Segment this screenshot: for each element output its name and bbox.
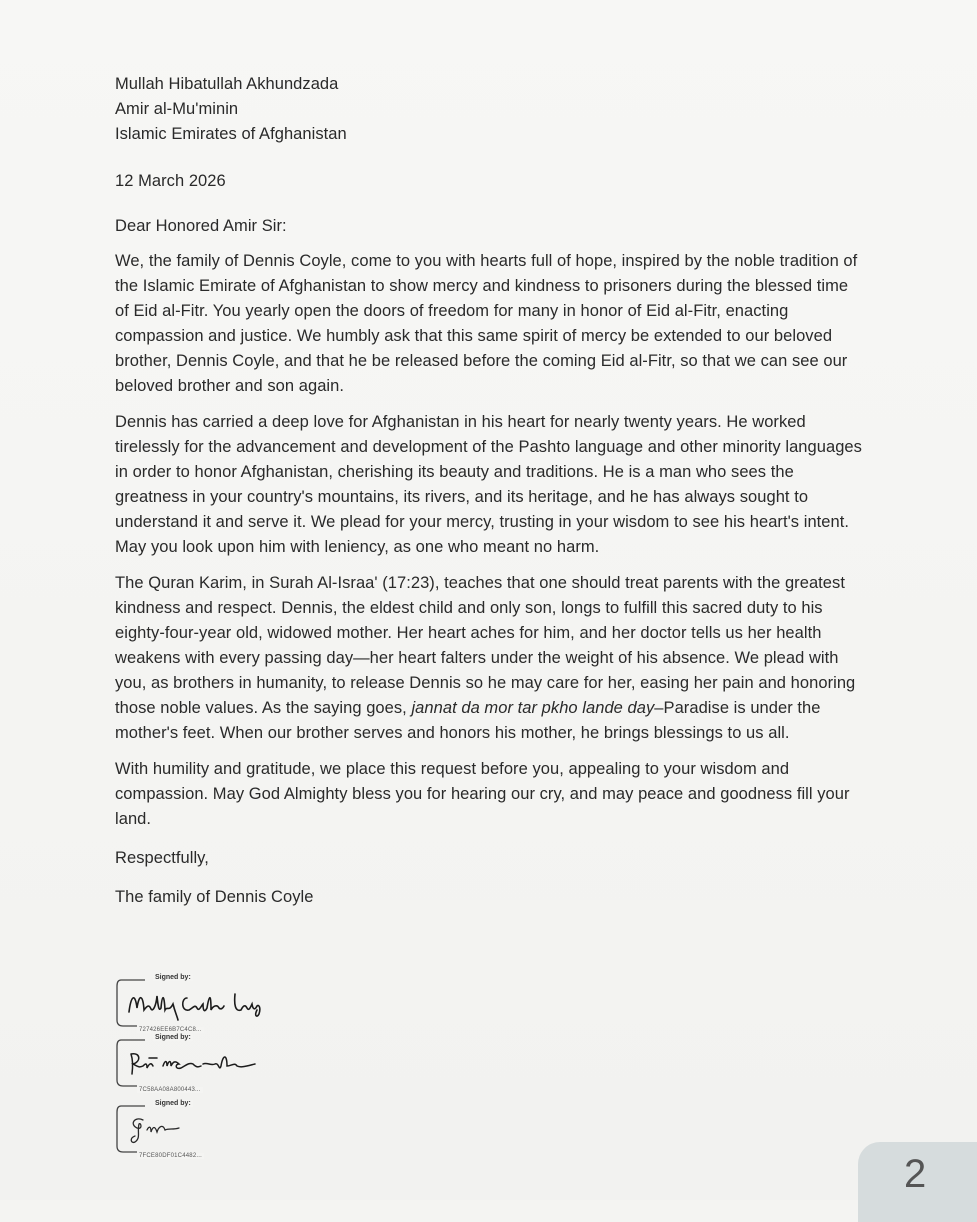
page-number: 2 xyxy=(904,1152,927,1196)
recipient-name: Mullah Hibatullah Akhundzada xyxy=(115,75,339,93)
signature-third-signer xyxy=(123,1108,273,1148)
signature-peter-mccaughey xyxy=(123,1042,273,1082)
paragraph-4: With humility and gratitude, we place this request before you, appealing to your wisdom and compassion. May God Almighty bless you for hearing our cry, and may peace and goodness fill your land. xyxy=(115,760,850,828)
recipient-title: Amir al-Mu'minin xyxy=(115,100,239,118)
signature-id: 7C58AA08A800443... xyxy=(139,1087,201,1093)
signed-by-label: Signed by: xyxy=(155,1100,191,1107)
signed-by-label: Signed by: xyxy=(155,974,191,981)
salutation: Dear Honored Amir Sir: xyxy=(115,217,287,235)
paragraph-1: We, the family of Dennis Coyle, come to you with hearts full of hope, inspired by the noble tradition of the Islamic Emirate of Afghanistan to show mercy and kindness to prisoners during the blessed time of Eid al-Fitr. You yearly open the doors of freedom for many in honor of Eid al-Fitr, enacting compassion and justice. We humbly ask that this same spirit of mercy be extended to our beloved brother, Dennis Coyle, and that he be released before the coming Eid al-Fitr, so that we can see our beloved brother and son again. xyxy=(115,252,858,395)
signature-id: 727426EE6B7C4C8... xyxy=(139,1027,202,1033)
signature-block-2 xyxy=(115,1034,285,1093)
paragraph-2: Dennis has carried a deep love for Afghanistan in his heart for nearly twenty years. He worked tirelessly for the advancement and development of the Pashto language and other minority languages in order to honor Afghanistan, cherishing its beauty and traditions. He is a man who sees the greatness in your country's mountains, its rivers, and its heritage, and he has always sought to understand it and serve it. We plead for your mercy, trusting in your wisdom to see his heart's intent. May you look upon him with leniency, as one who meant no harm. xyxy=(115,413,862,556)
signed-by-label: Signed by: xyxy=(155,1034,191,1041)
recipient-org: Islamic Emirates of Afghanistan xyxy=(115,125,347,143)
pashto-saying: jannat da mor tar pkho lande day xyxy=(411,699,655,717)
signature-id: 7FCE80DF01C4482... xyxy=(139,1153,202,1159)
paragraph-3-part-2: –Paradise is under the mother's feet. When our brother serves and honors his mother, he brings blessings to us all. xyxy=(115,699,821,742)
closing: Respectfully, xyxy=(115,849,209,867)
paragraph-3-part-1: The Quran Karim, in Surah Al-Israa' (17:23), teaches that one should treat parents with the greatest kindness and respect. Dennis, the eldest child and only son, longs to fulfill this sacred duty to his eighty-four-year old, widowed mother. Her heart aches for him, and her doctor tells us her health weakens with every passing day—her heart falters under the weight of his absence. We plead with you, as brothers in humanity, to release Dennis so he may care for her, easing her pain and honoring those noble values. As the saying goes, xyxy=(115,574,856,717)
paragraph-3 xyxy=(115,571,865,746)
signature-block-3 xyxy=(115,1100,285,1159)
signature-molly-coyle-long xyxy=(123,982,273,1022)
signoff: The family of Dennis Coyle xyxy=(115,888,314,906)
signature-block-1 xyxy=(115,974,285,1033)
recipient-block xyxy=(115,72,865,147)
letter-date: 12 March 2026 xyxy=(115,172,226,190)
letter-body xyxy=(115,72,865,910)
